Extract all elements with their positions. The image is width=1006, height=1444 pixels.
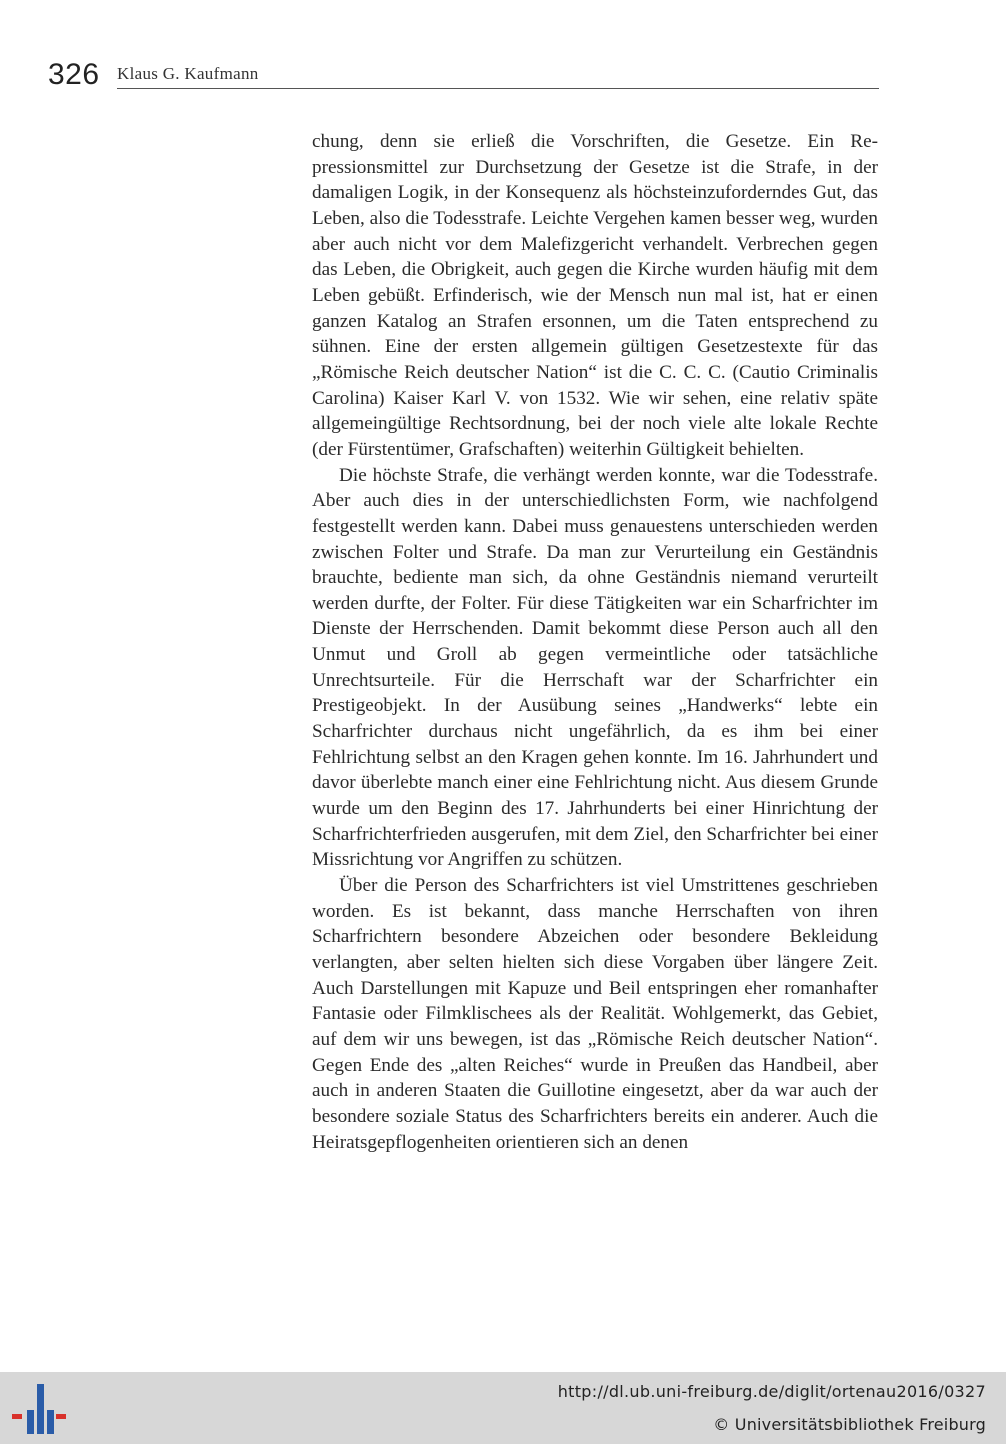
paragraph-1: chung, denn sie erließ die Vorschriften, die Gesetze. Ein Repressionsmittel zur Durchsetzung der Gesetze ist die Strafe, in der damaligen Logik, in der Konsequenz als höchsteinzuforderndes Gut, das Leben, also die Todesstrafe. Leichte Vergehen kamen besser weg, wurden aber auch nicht vor dem Malefizgericht verhandelt. Verbrechen gegen das Leben, die Obrigkeit, auch gegen die Kirche wurden häufig mit dem Leben gebüßt. Erfinderisch, wie der Mensch nun mal ist, hat er einen ganzen Katalog an Strafen ersonnen, um die Taten entsprechend zu sühnen. Eine der ersten allgemein gültigen Gesetzestexte für das „Römische Reich deutscher Nation“ ist die C. C. C. (Cautio Criminalis Carolina) Kaiser Karl V. von 1532. Wie wir sehen, eine relativ späte allgemeingültige Rechtsordnung, bei der noch viele alte lokale Rechte (der Fürstentümer, Grafschaften) weiterhin Gültigkeit behielten. [312,131,878,460]
page-header [0,0,1006,100]
copyright-notice: © Universitätsbibliothek Freiburg [713,1415,986,1434]
header-rule [117,88,879,89]
footer-bar [0,1372,1006,1444]
main-text-column [312,129,878,1155]
ub-freiburg-logo-icon [10,1380,66,1438]
paragraph-3: Über die Person des Scharfrichters ist viel Umstrittenes geschrieben worden. Es ist bekannt, dass manche Herrschaften von ihren Scharfrichtern besondere Abzeichen oder besondere Bekleidung verlangten, aber selten hielten sich diese Vorgaben über längere Zeit. Auch Darstellungen mit Kapuze und Beil entspringen eher romanhafter Fantasie oder Filmklischees als der Realität. Wohlgemerkt, das Gebiet, auf dem wir uns bewegen, ist das „Römische Reich deutscher Nation“. Gegen Ende des „alten Reiches“ wurde in Preußen das Handbeil, aber auch in anderen Staaten die Guillotine eingesetzt, aber da war auch der besondere soziale Status des Scharfrichters bereits ein anderer. Auch die Heiratsgepflogenheiten orientieren sich an denen [312,875,878,1153]
running-head-author: Klaus G. Kaufmann [117,64,259,83]
paragraph-2: Die höchste Strafe, die verhängt werden konnte, war die Todesstrafe. Aber auch dies in der unterschiedlichsten Form, wie nachfolgend festgestellt werden kann. Dabei muss genauestens unterschieden werden zwischen Folter und Strafe. Da man zur Verurteilung ein Geständnis brauchte, bediente man sich, da ohne Geständnis niemand verurteilt werden durfte, der Folter. Für diese Tätigkeiten war ein Scharfrichter im Dienste der Herrschenden. Damit bekommt diese Person auch all den Unmut und Groll ab gegen vermeintliche oder tatsächliche Unrechtsurteile. Für die Herrschaft war der Scharfrichter ein Prestigeobjekt. In der Ausübung seines „Handwerks“ lebte ein Scharfrichter durchaus nicht ungefährlich, da es ihm bei einer Fehlrichtung selbst an den Kragen gehen konnte. Im 16. Jahrhundert und davor überlebte manch einer eine Fehlrichtung nicht. Aus diesem Grunde wurde um den Beginn des 17. Jahrhunderts bei einer Hinrichtung der Scharfrichterfrieden ausgerufen, mit dem Ziel, den Scharfrichter bei einer Missrichtung vor Angriffen zu schützen. [312,464,878,871]
page-number: 326 [48,58,100,91]
document-url-link[interactable]: http://dl.ub.uni-freiburg.de/diglit/ortenau2016/0327 [557,1382,986,1401]
